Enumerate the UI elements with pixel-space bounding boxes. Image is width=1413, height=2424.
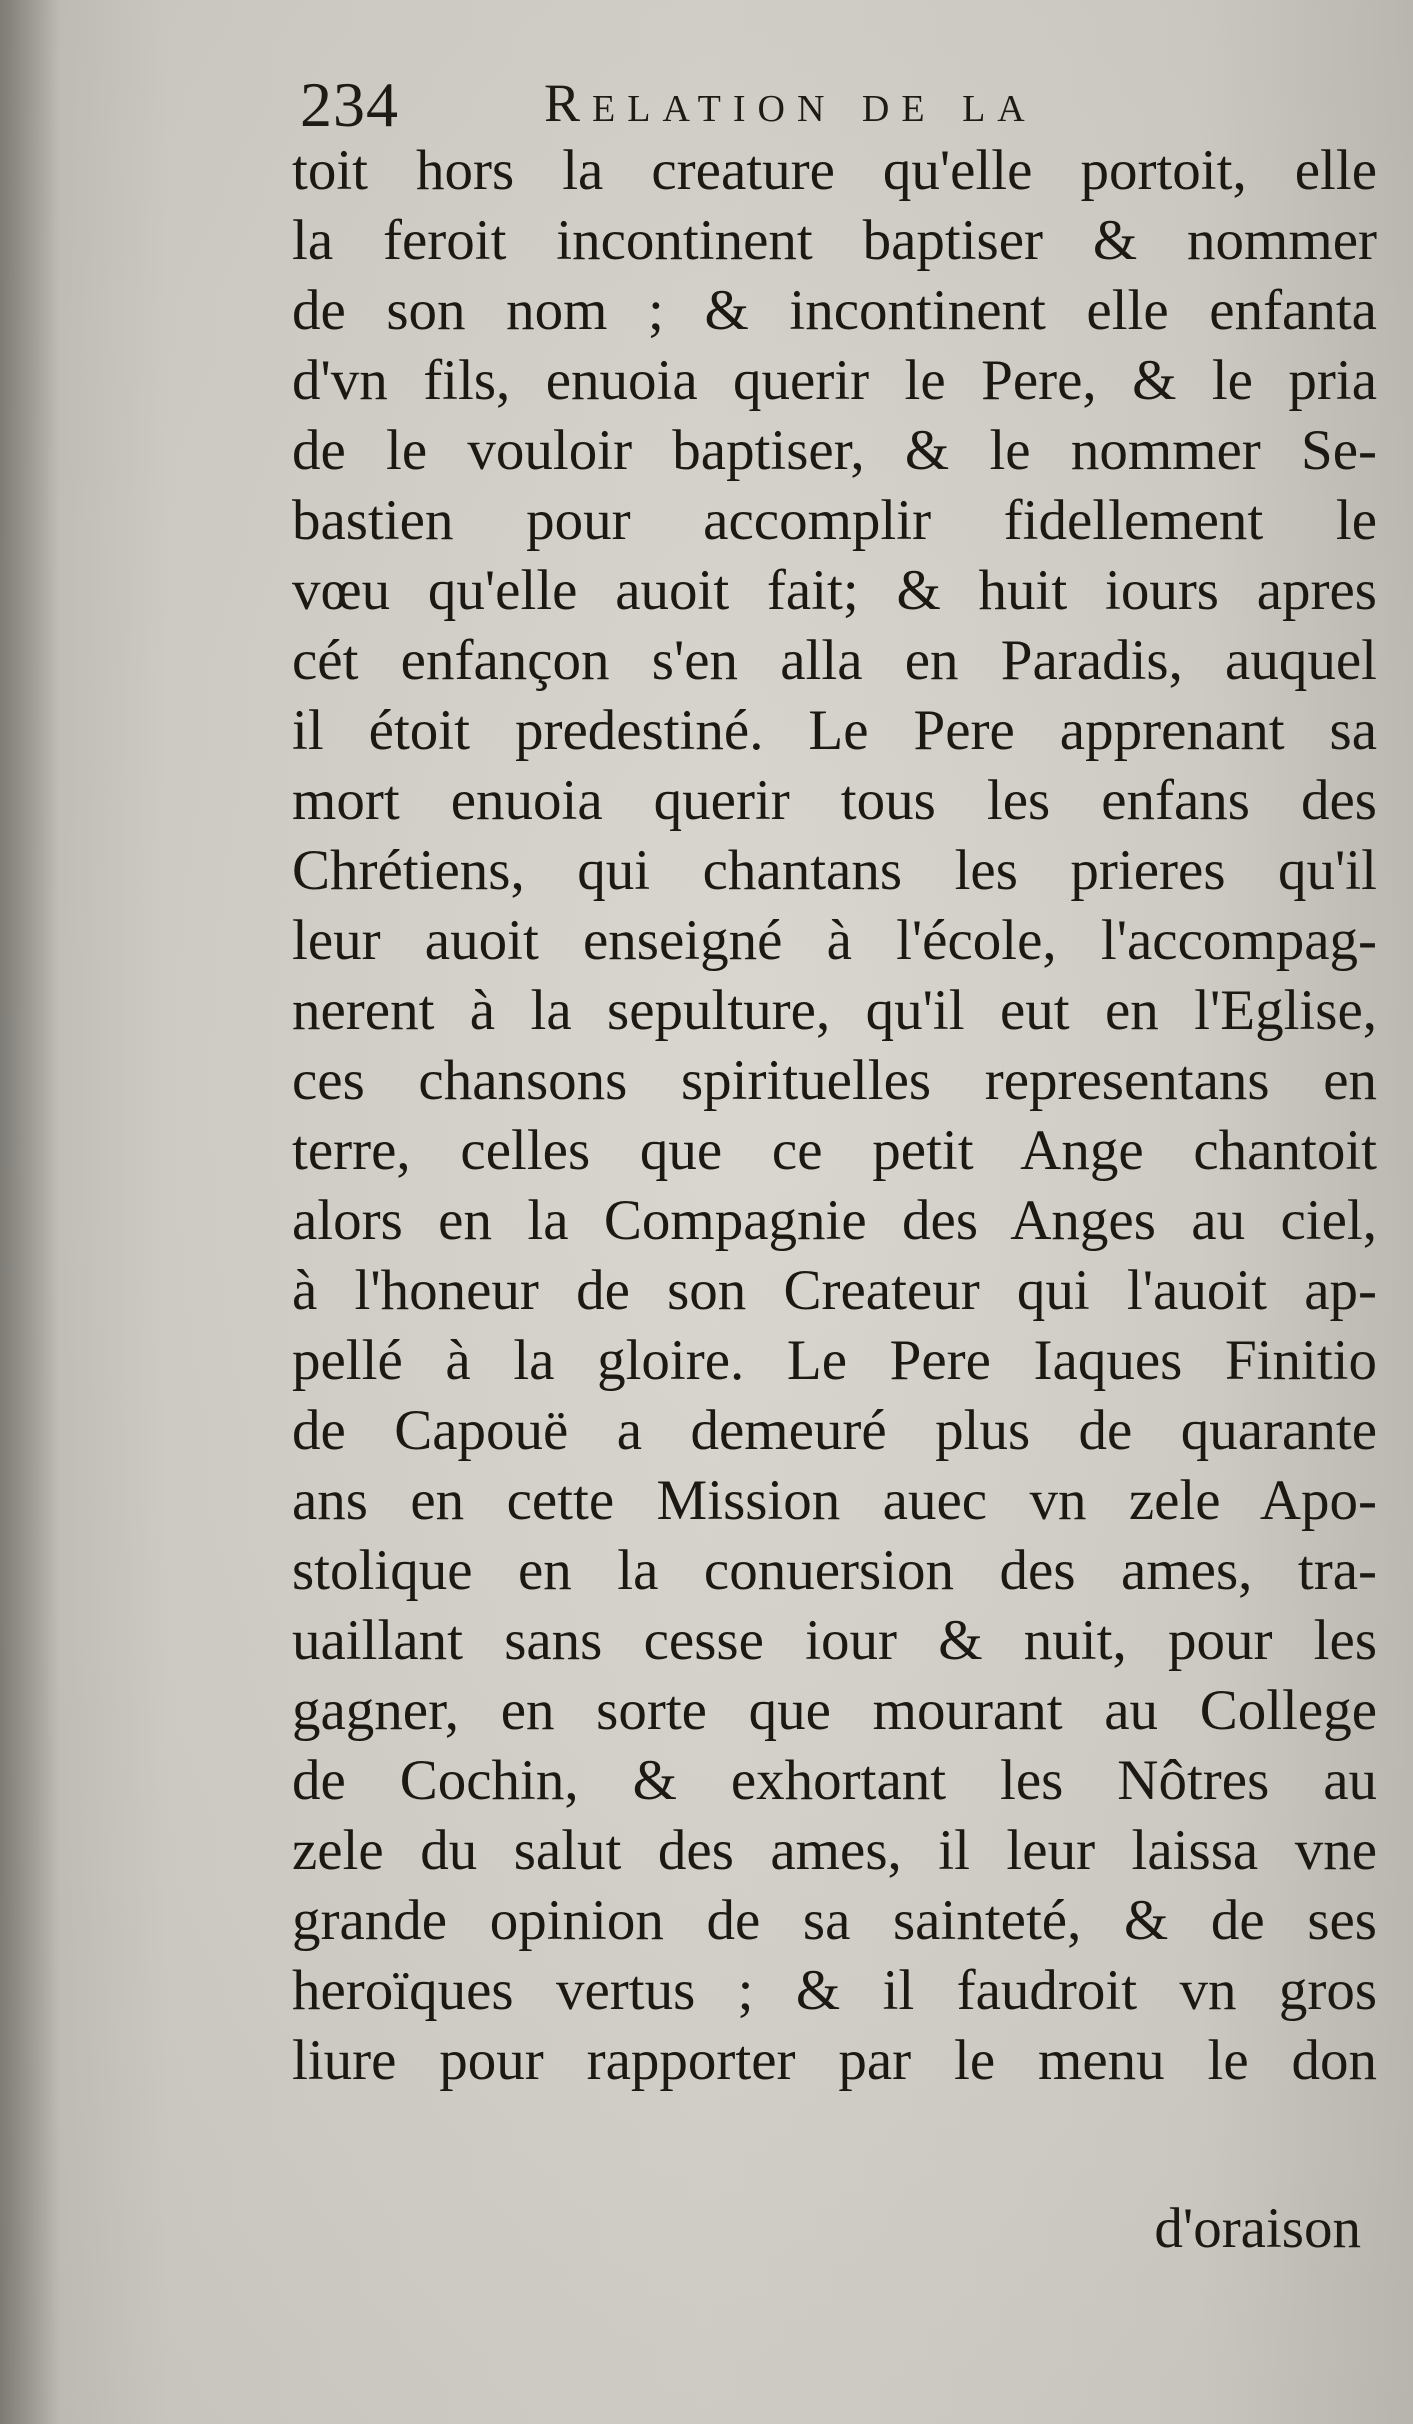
text-line: leur auoit enseigné à l'école, l'accompag- [292, 909, 1377, 972]
text-line: de Capouë a demeuré plus de quarante [292, 1399, 1377, 1462]
text-line: stolique en la conuersion des ames, tra- [292, 1539, 1377, 1602]
text-line: à l'honeur de son Createur qui l'auoit ap- [292, 1259, 1377, 1322]
page-number: 234 [300, 69, 399, 140]
text-line: vœu qu'elle auoit fait; & huit iours apres [292, 559, 1377, 622]
text-line: ans en cette Mission auec vn zele Apo- [292, 1469, 1377, 1532]
text-line: pellé à la gloire. Le Pere Iaques Finitio [292, 1329, 1377, 1392]
text-line: alors en la Compagnie des Anges au ciel, [292, 1189, 1377, 1252]
text-line: uaillant sans cesse iour & nuit, pour les [292, 1609, 1377, 1672]
text-line: de Cochin, & exhortant les Nôtres au [292, 1749, 1377, 1812]
text-line: de le vouloir baptiser, & le nommer Se- [292, 419, 1377, 482]
text-line: terre, celles que ce petit Ange chantoit [292, 1119, 1377, 1182]
running-head: Relation de la [544, 73, 1037, 133]
text-line: cét enfançon s'en alla en Paradis, auquel [292, 629, 1377, 692]
text-line: d'vn fils, enuoia querir le Pere, & le pria [292, 349, 1377, 412]
text-line: mort enuoia querir tous les enfans des [292, 769, 1377, 832]
text-line: heroïques vertus ; & il faudroit vn gros [292, 1959, 1377, 2022]
text-line: nerent à la sepulture, qu'il eut en l'Eglise, [292, 979, 1377, 1042]
text-line: toit hors la creature qu'elle portoit, elle [292, 139, 1377, 202]
text-line: liure pour rapporter par le menu le don [292, 2029, 1377, 2092]
text-line: grande opinion de sa sainteté, & de ses [292, 1889, 1377, 1952]
page-header [300, 58, 1380, 138]
text-line: de son nom ; & incontinent elle enfanta [292, 279, 1377, 342]
text-line: zele du salut des ames, il leur laissa vne [292, 1819, 1377, 1882]
text-line: il étoit predestiné. Le Pere apprenant sa [292, 699, 1377, 762]
text-line: bastien pour accomplir fidellement le [292, 489, 1377, 552]
catchword: d'oraison [1154, 2197, 1361, 2260]
text-line: Chrétiens, qui chantans les prieres qu'il [292, 839, 1377, 902]
body-text [292, 136, 1377, 2096]
text-line: ces chansons spirituelles representans en [292, 1049, 1377, 1112]
text-line: la feroit incontinent baptiser & nommer [292, 209, 1377, 272]
text-line: gagner, en sorte que mourant au College [292, 1679, 1377, 1742]
